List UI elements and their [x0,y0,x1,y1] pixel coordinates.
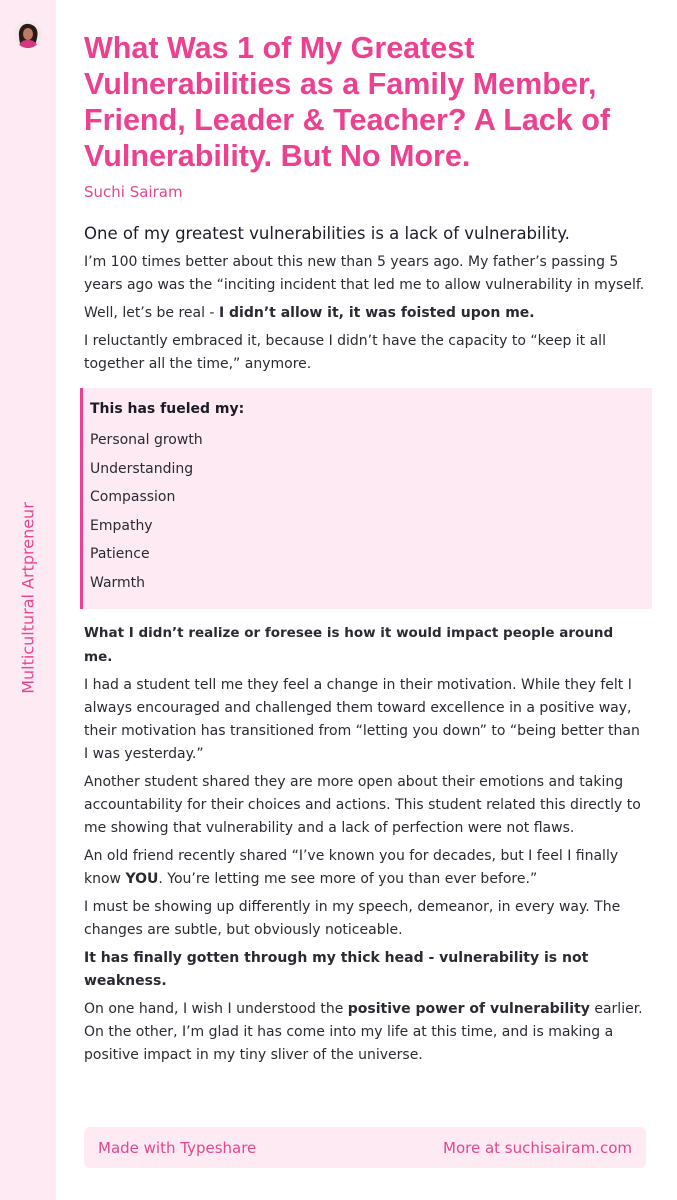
paragraph-7 [84,845,646,891]
paragraph-10-text-b: earlier. On the other, I’m glad it has come into my life at this time, and is making a positive impact in my tiny sliver of the universe. [84,1001,643,1063]
lead-sentence: One of my greatest vulnerabilities is a lack of vulnerability. [84,224,570,243]
article [84,30,646,1067]
paragraph-10-bold: positive power of vulnerability [347,1001,590,1017]
paragraph-3: I reluctantly embraced it, because I didn’t have the capacity to “keep it all together all the time,” anymore. [84,333,606,372]
sidebar [0,0,56,1200]
paragraph-9-bold: It has finally gotten through my thick head - vulnerability is not weakness. [84,950,589,989]
callout-item: Personal growth [90,432,203,448]
author-name[interactable]: Suchi Sairam [84,183,183,201]
footer-bar [84,1127,646,1168]
paragraph-1: I’m 100 times better about this new than 5 years ago. My father’s passing 5 years ago was the “inciting incident that led me to allow vulnerability in myself. [84,254,645,293]
paragraph-2 [84,302,646,325]
paragraph-10-text-a: On one hand, I wish I understood the [84,1001,348,1017]
paragraph-2-bold: I didn’t allow it, it was foisted upon me. [218,305,535,321]
callout-item: Patience [90,546,150,562]
avatar[interactable] [14,20,42,48]
website-link[interactable]: More at suchisairam.com [443,1138,632,1157]
paragraph-5: I had a student tell me they feel a change in their motivation. While they felt I always encouraged and challenged them toward excellence in a positive way, their motivation has transitioned from “letting you down” to “being better than I was yesterday.” [84,677,640,762]
paragraph-2-text: Well, let’s be real - [84,305,219,321]
sidebar-brand-label: Multicultural Artpreneur [18,502,38,694]
article-title: What Was 1 of My Greatest Vulnerabilities as a Family Member, Friend, Leader & Teacher? A Lack of Vulnerability. But No More. [84,31,610,173]
callout-item: Empathy [90,517,153,534]
callout-list [80,388,652,609]
callout-item: Warmth [90,574,146,591]
paragraph-7-text-a: An old friend recently shared “I’ve known you for decades, but I feel I finally know [84,848,619,887]
paragraph-4-bold: What I didn’t realize or foresee is how it would impact people around me. [84,625,614,665]
paragraph-8: I must be showing up differently in my speech, demeanor, in every way. The changes are subtle, but obviously noticeable. [84,899,621,938]
callout-title: This has fueled my: [90,401,245,417]
callout-item: Understanding [90,460,194,477]
paragraph-6: Another student shared they are more open about their emotions and taking accountability for their choices and actions. This student related this directly to me showing that vulnerability and a lack of perfection were not flaws. [84,774,641,836]
paragraph-7-text-b: . You’re letting me see more of you than ever before.” [158,871,538,887]
paragraph-10 [84,998,646,1067]
paragraph-4 [84,621,646,669]
callout-item: Compassion [90,489,176,505]
paragraph-7-bold: YOU [125,871,159,887]
avatar-portrait-icon [14,20,42,48]
made-with-typeshare-link[interactable]: Made with Typeshare [98,1138,257,1157]
paragraph-9 [84,947,646,993]
